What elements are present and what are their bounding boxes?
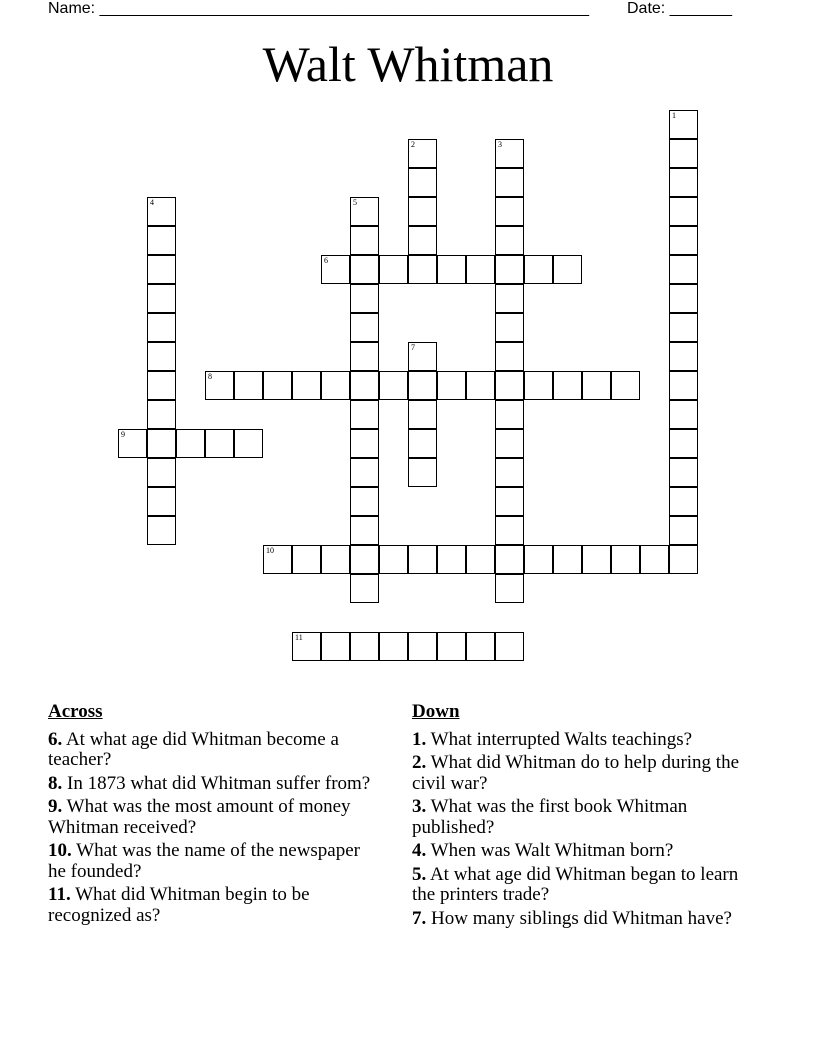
grid-cell[interactable] (408, 458, 437, 487)
grid-cell[interactable] (176, 429, 205, 458)
grid-cell[interactable] (466, 545, 495, 574)
grid-cell[interactable] (118, 429, 147, 458)
grid-cell[interactable] (350, 487, 379, 516)
grid-cell[interactable] (669, 110, 698, 139)
grid-cell[interactable] (669, 342, 698, 371)
clue-text: What was the most amount of money Whitman received? (48, 796, 351, 838)
grid-cell[interactable] (147, 371, 176, 400)
grid-cell[interactable] (147, 255, 176, 284)
down-clues (412, 702, 742, 932)
clue-text: What interrupted Walts teachings? (430, 728, 693, 750)
grid-cell[interactable] (408, 197, 437, 226)
grid-cell[interactable] (408, 371, 437, 400)
grid-cell[interactable] (640, 545, 669, 574)
grid-cell[interactable] (147, 429, 176, 458)
clue-number-label: 3 (498, 140, 502, 149)
grid-cell[interactable] (553, 545, 582, 574)
down-clue-4 (412, 841, 742, 862)
clue-number: 9. (48, 796, 63, 817)
grid-cell[interactable] (495, 487, 524, 516)
grid-cell[interactable] (495, 371, 524, 400)
grid-cell[interactable] (437, 255, 466, 284)
grid-cell[interactable] (495, 632, 524, 661)
grid-cell[interactable] (350, 226, 379, 255)
grid-cell[interactable] (263, 371, 292, 400)
clue-number-label: 10 (266, 546, 274, 555)
grid-cell[interactable] (350, 284, 379, 313)
grid-cell[interactable] (437, 371, 466, 400)
down-clue-1 (412, 730, 742, 751)
grid-cell[interactable] (350, 400, 379, 429)
clue-text: How many siblings did Whitman have? (431, 907, 732, 929)
clue-number: 10. (48, 840, 72, 861)
grid-cell[interactable] (466, 632, 495, 661)
grid-cell[interactable] (263, 545, 292, 574)
clue-number-label: 4 (150, 198, 154, 207)
across-clue-11 (48, 885, 378, 926)
clue-text: What was the name of the newspaper he founded? (48, 840, 361, 882)
clue-number: 1. (412, 728, 427, 750)
grid-cell[interactable] (321, 255, 350, 284)
grid-cell[interactable] (669, 429, 698, 458)
down-clue-7 (412, 909, 742, 930)
grid-cell[interactable] (495, 139, 524, 168)
grid-cell[interactable] (408, 632, 437, 661)
grid-cell[interactable] (582, 545, 611, 574)
across-heading: Across (48, 701, 103, 722)
grid-cell[interactable] (466, 371, 495, 400)
grid-cell[interactable] (495, 168, 524, 197)
grid-cell[interactable] (611, 371, 640, 400)
grid-cell[interactable] (408, 342, 437, 371)
grid-cell[interactable] (350, 545, 379, 574)
down-clue-2 (412, 753, 742, 794)
grid-cell[interactable] (495, 429, 524, 458)
grid-cell[interactable] (321, 545, 350, 574)
grid-cell[interactable] (669, 400, 698, 429)
down-heading: Down (412, 701, 460, 722)
grid-cell[interactable] (147, 313, 176, 342)
across-clue-9 (48, 797, 378, 838)
grid-cell[interactable] (379, 255, 408, 284)
grid-cell[interactable] (495, 400, 524, 429)
clue-number: 3. (412, 796, 427, 817)
grid-cell[interactable] (350, 574, 379, 603)
clue-number-label: 1 (672, 111, 676, 120)
grid-cell[interactable] (147, 284, 176, 313)
grid-cell[interactable] (350, 255, 379, 284)
grid-cell[interactable] (669, 168, 698, 197)
grid-cell[interactable] (495, 342, 524, 371)
grid-cell[interactable] (350, 313, 379, 342)
grid-cell[interactable] (553, 255, 582, 284)
grid-cell[interactable] (350, 458, 379, 487)
across-clue-6 (48, 730, 378, 771)
grid-cell[interactable] (669, 516, 698, 545)
clue-number-label: 8 (208, 372, 212, 381)
grid-cell[interactable] (350, 197, 379, 226)
grid-cell[interactable] (234, 371, 263, 400)
grid-cell[interactable] (408, 226, 437, 255)
grid-cell[interactable] (379, 632, 408, 661)
grid-cell[interactable] (379, 371, 408, 400)
across-clue-8 (48, 774, 378, 795)
grid-cell[interactable] (408, 139, 437, 168)
grid-cell[interactable] (147, 226, 176, 255)
clue-text: At what age did Whitman began to learn the printers trade? (412, 863, 739, 905)
clue-number: 2. (412, 752, 427, 773)
clue-text: At what age did Whitman become a teacher? (48, 728, 339, 770)
page-title: Walt Whitman (262, 36, 554, 92)
grid-cell[interactable] (408, 255, 437, 284)
grid-cell[interactable] (292, 545, 321, 574)
grid-cell[interactable] (582, 371, 611, 400)
grid-cell[interactable] (350, 632, 379, 661)
clue-text: In 1873 what did Whitman suffer from? (67, 772, 371, 794)
grid-cell[interactable] (234, 429, 263, 458)
grid-cell[interactable] (408, 545, 437, 574)
grid-cell[interactable] (524, 371, 553, 400)
grid-cell[interactable] (495, 255, 524, 284)
clue-number: 5. (412, 863, 427, 885)
grid-cell[interactable] (321, 371, 350, 400)
grid-cell[interactable] (495, 313, 524, 342)
across-clue-10 (48, 841, 378, 882)
grid-cell[interactable] (524, 545, 553, 574)
clue-number-label: 5 (353, 198, 357, 207)
grid-cell[interactable] (147, 342, 176, 371)
clue-number: 4. (412, 840, 427, 861)
across-clues (48, 702, 378, 929)
down-clue-3 (412, 797, 742, 838)
grid-cell[interactable] (437, 545, 466, 574)
grid-cell[interactable] (495, 226, 524, 255)
grid-cell[interactable] (350, 342, 379, 371)
clue-number-label: 11 (295, 633, 303, 642)
grid-cell[interactable] (669, 139, 698, 168)
grid-cell[interactable] (669, 226, 698, 255)
clue-number-label: 2 (411, 140, 415, 149)
clue-text: What did Whitman do to help during the civil war? (412, 752, 740, 794)
clue-text: What was the first book Whitman published? (412, 796, 688, 838)
grid-cell[interactable] (669, 487, 698, 516)
grid-cell[interactable] (611, 545, 640, 574)
clue-number-label: 7 (411, 343, 415, 352)
grid-cell[interactable] (669, 371, 698, 400)
grid-cell[interactable] (379, 545, 408, 574)
grid-cell[interactable] (321, 632, 350, 661)
grid-cell[interactable] (466, 255, 495, 284)
grid-cell[interactable] (408, 429, 437, 458)
grid-cell[interactable] (147, 487, 176, 516)
grid-cell[interactable] (350, 516, 379, 545)
grid-cell[interactable] (495, 516, 524, 545)
grid-cell[interactable] (147, 458, 176, 487)
grid-cell[interactable] (669, 545, 698, 574)
grid-cell[interactable] (350, 371, 379, 400)
grid-cell[interactable] (669, 313, 698, 342)
grid-cell[interactable] (408, 168, 437, 197)
clue-text: What did Whitman begin to be recognized as? (48, 884, 310, 926)
date-field-line: Date: _______ (627, 0, 732, 17)
grid-cell[interactable] (205, 429, 234, 458)
grid-cell[interactable] (147, 516, 176, 545)
grid-cell[interactable] (669, 458, 698, 487)
clue-number-label: 9 (121, 430, 125, 439)
grid-cell[interactable] (495, 197, 524, 226)
grid-cell[interactable] (147, 197, 176, 226)
grid-cell[interactable] (553, 371, 582, 400)
grid-cell[interactable] (495, 284, 524, 313)
clue-number-label: 6 (324, 256, 328, 265)
grid-cell[interactable] (495, 574, 524, 603)
grid-cell[interactable] (669, 197, 698, 226)
clue-number: 11. (48, 884, 71, 905)
grid-cell[interactable] (147, 400, 176, 429)
grid-cell[interactable] (408, 400, 437, 429)
grid-cell[interactable] (292, 632, 321, 661)
grid-cell[interactable] (524, 255, 553, 284)
clue-number: 7. (412, 907, 427, 929)
grid-cell[interactable] (669, 255, 698, 284)
clue-text: When was Walt Whitman born? (430, 840, 674, 861)
clue-number: 6. (48, 728, 63, 750)
grid-cell[interactable] (437, 632, 466, 661)
grid-cell[interactable] (292, 371, 321, 400)
grid-cell[interactable] (495, 458, 524, 487)
grid-cell[interactable] (205, 371, 234, 400)
grid-cell[interactable] (495, 545, 524, 574)
grid-cell[interactable] (350, 429, 379, 458)
grid-cell[interactable] (669, 284, 698, 313)
name-field-line: Name: _______________________________________________________ (48, 0, 589, 17)
down-clue-5 (412, 865, 742, 906)
clue-number: 8. (48, 772, 63, 794)
